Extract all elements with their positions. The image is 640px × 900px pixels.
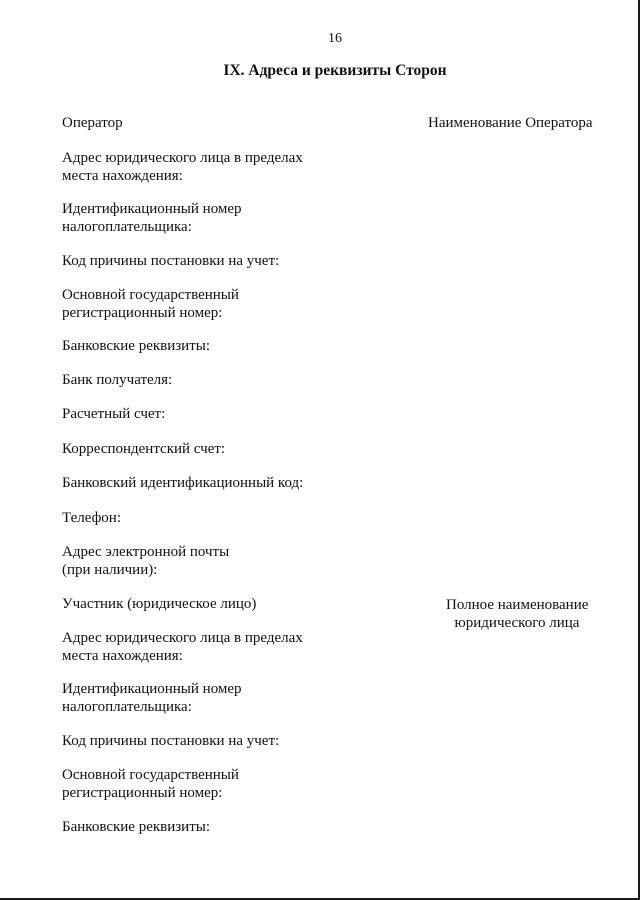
participant-field-kpp [62, 732, 279, 750]
field-line: Банковские реквизиты: [62, 819, 211, 835]
participant-name [446, 596, 588, 632]
field-line: регистрационный номер: [62, 305, 223, 321]
field-line: Адрес юридического лица в пределах [62, 630, 303, 646]
name-line: Полное наименование [446, 597, 589, 613]
operator-label: Оператор [62, 115, 123, 131]
name-line: юридического лица [454, 615, 580, 631]
field-line: Код причины постановки на учет: [62, 733, 280, 749]
operator-field-phone [62, 509, 121, 527]
field-line: Идентификационный номер [62, 681, 242, 697]
operator-field-recipient-bank [62, 371, 172, 389]
field-line: Телефон: [62, 510, 121, 526]
field-line: Адрес юридического лица в пределах [62, 150, 303, 166]
field-line: Банковские реквизиты: [62, 338, 211, 354]
operator-field-bank-details [62, 337, 210, 355]
operator-field-settlement-account [62, 405, 165, 423]
field-line: места нахождения: [62, 648, 183, 664]
page-number: 16 [328, 31, 342, 46]
participant-field-ogrn [62, 766, 239, 802]
participant-field-inn [62, 680, 242, 716]
operator-field-ogrn [62, 286, 239, 322]
operator-field-bik [62, 474, 303, 492]
field-line: Расчетный счет: [62, 406, 166, 422]
operator-field-address [62, 149, 303, 185]
field-line: Идентификационный номер [62, 201, 242, 217]
field-line: регистрационный номер: [62, 785, 223, 801]
participant-field-bank-details [62, 818, 210, 836]
field-line: Адрес электронной почты [62, 544, 230, 560]
participant-field-address [62, 629, 303, 665]
operator-name: Наименование Оператора [428, 115, 593, 131]
operator-field-inn [62, 200, 242, 236]
operator-field-correspondent-account [62, 440, 225, 458]
field-line: места нахождения: [62, 168, 183, 184]
field-line: Код причины постановки на учет: [62, 253, 280, 269]
field-line: налогоплательщика: [62, 219, 192, 235]
participant-label: Участник (юридическое лицо) [62, 596, 257, 612]
field-line: Корреспондентский счет: [62, 441, 226, 457]
section-title: IX. Адреса и реквизиты Сторон [223, 62, 447, 79]
operator-field-email [62, 543, 229, 579]
operator-field-kpp [62, 252, 279, 270]
field-line: Банк получателя: [62, 372, 173, 388]
field-line: (при наличии): [62, 562, 158, 578]
field-line: Основной государственный [62, 767, 239, 783]
field-line: Банковский идентификационный код: [62, 475, 304, 491]
field-line: Основной государственный [62, 287, 239, 303]
field-line: налогоплательщика: [62, 699, 192, 715]
